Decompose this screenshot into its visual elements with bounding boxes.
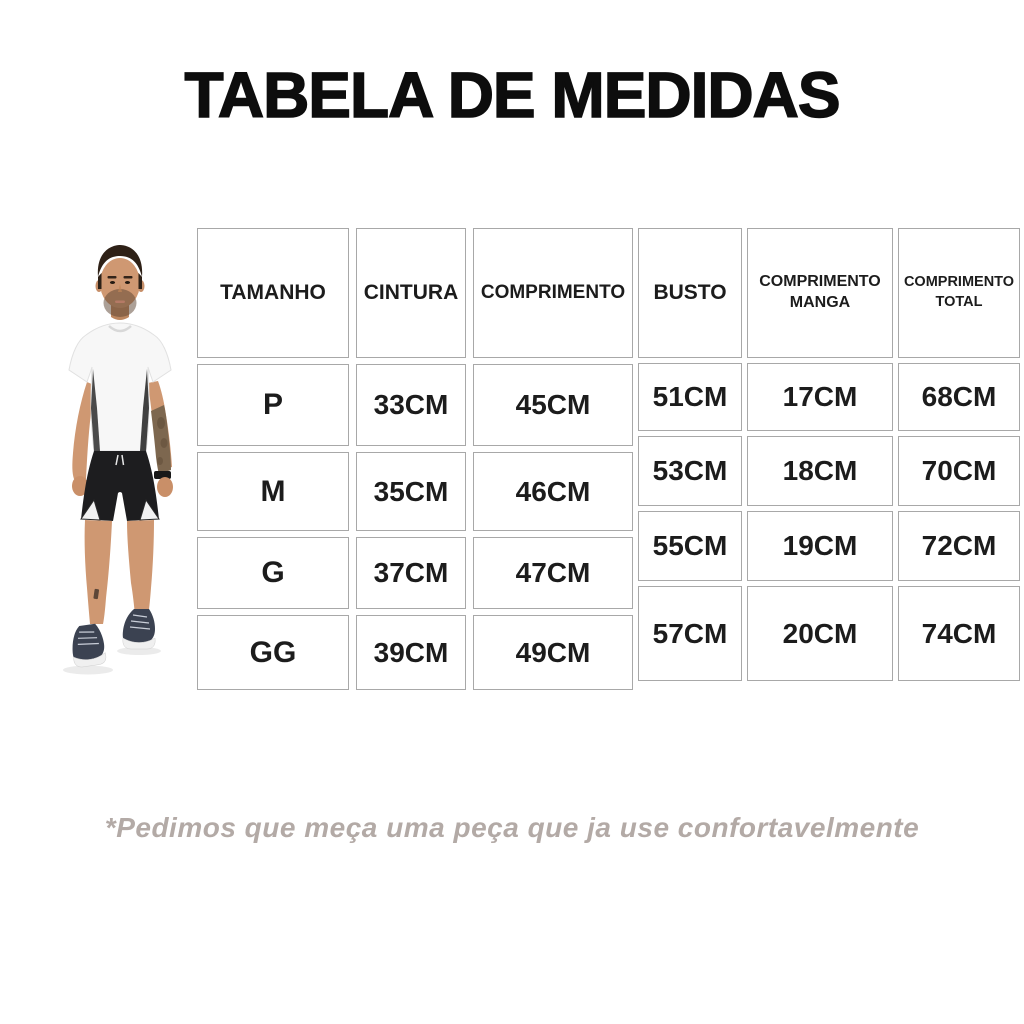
model-legs (85, 520, 154, 624)
table-cell: 33CM (356, 364, 466, 446)
size-table-left (197, 228, 633, 690)
header-cell-tamanho: TAMANHO (197, 228, 349, 358)
model-photo (30, 243, 200, 683)
table-cell: M (197, 452, 349, 531)
table-cell: 39CM (356, 615, 466, 690)
table-cell: 37CM (356, 537, 466, 609)
table-cell: 19CM (747, 511, 893, 581)
table-cell: 47CM (473, 537, 633, 609)
table-cell: 70CM (898, 436, 1020, 506)
table-cell: 55CM (638, 511, 742, 581)
table-cell: 46CM (473, 452, 633, 531)
header-cell-comprimento: COMPRIMENTO (473, 228, 633, 358)
table-cell: 72CM (898, 511, 1020, 581)
header-cell-comprimento-total: COMPRIMENTO TOTAL (898, 228, 1020, 358)
table-cell: 17CM (747, 363, 893, 431)
table-cell: 20CM (747, 586, 893, 681)
table-cell: G (197, 537, 349, 609)
table-cell: P (197, 364, 349, 446)
table-cell: 57CM (638, 586, 742, 681)
table-cell: 74CM (898, 586, 1020, 681)
table-cell: 45CM (473, 364, 633, 446)
model-head (96, 245, 145, 317)
size-table-right (638, 228, 1020, 681)
header-cell-comprimento-manga: COMPRIMENTO MANGA (747, 228, 893, 358)
table-cell: GG (197, 615, 349, 690)
header-cell-cintura: CINTURA (356, 228, 466, 358)
table-cell: 53CM (638, 436, 742, 506)
model-illustration (30, 243, 200, 683)
table-cell: 68CM (898, 363, 1020, 431)
table-cell: 35CM (356, 452, 466, 531)
model-sneakers (69, 609, 155, 668)
table-cell: 51CM (638, 363, 742, 431)
page-title: TABELA DE MEDIDAS (184, 59, 840, 131)
table-cell: 18CM (747, 436, 893, 506)
header-cell-busto: BUSTO (638, 228, 742, 358)
table-cell: 49CM (473, 615, 633, 690)
measurement-footnote: *Pedimos que meça uma peça que ja use confortavelmente (104, 812, 920, 843)
model-shorts (81, 451, 159, 521)
